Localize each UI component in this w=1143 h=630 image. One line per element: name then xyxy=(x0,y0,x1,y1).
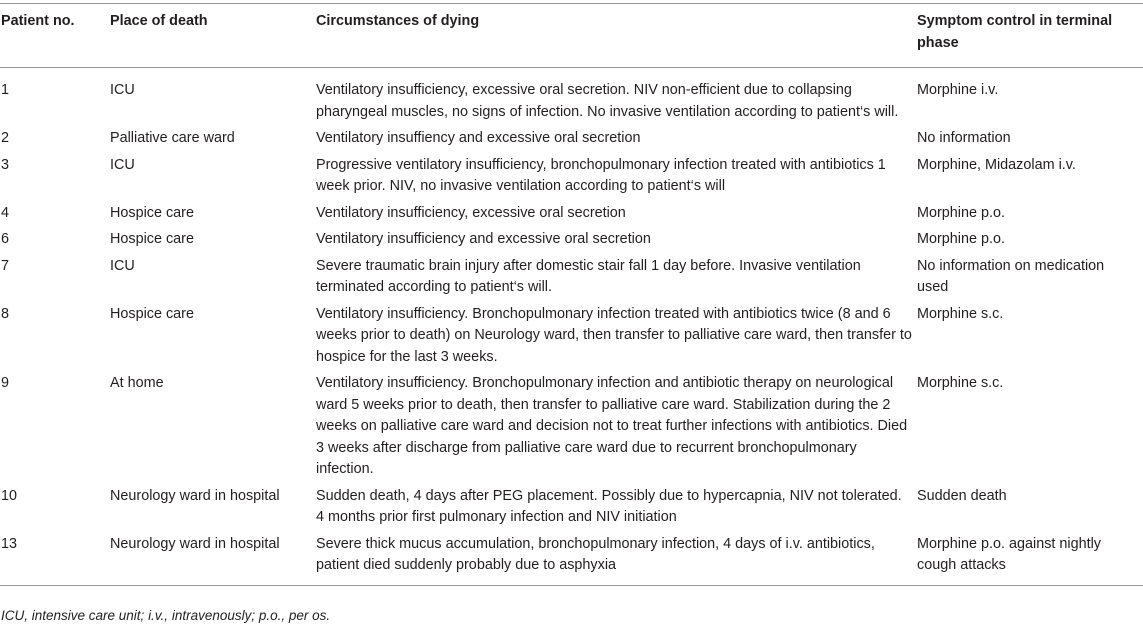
cell-place-of-death: Hospice care xyxy=(110,204,194,221)
cell-symptom-control: Morphine s.c. xyxy=(917,375,1004,391)
cell-circumstances: Ventilatory insuffiency and excessive oral secretion xyxy=(316,130,641,146)
header-symptom-control: Symptom control in terminal phase xyxy=(917,13,1113,51)
cell-patient-no: 1 xyxy=(1,82,10,98)
cell-patient-no: 2 xyxy=(1,130,10,146)
cell-place-of-death: At home xyxy=(110,375,164,391)
cell-patient-no: 8 xyxy=(1,305,10,322)
table-row xyxy=(0,481,1143,529)
cell-symptom-control: Morphine p.o. against nightly cough attacks xyxy=(917,535,1101,573)
cell-place-of-death: Neurology ward in hospital xyxy=(110,487,280,504)
cell-place-of-death: ICU xyxy=(110,156,135,173)
cell-symptom-control: Morphine s.c. xyxy=(917,305,1004,322)
cell-circumstances: Ventilatory insufficiency and excessive oral secretion xyxy=(316,231,651,247)
cell-patient-no: 10 xyxy=(1,487,18,504)
table-row xyxy=(0,123,1143,150)
table-footnote: ICU, intensive care unit; i.v., intravenously; p.o., per os. xyxy=(1,608,331,623)
table-row xyxy=(0,68,1143,124)
cell-symptom-control: No information on medication used xyxy=(917,257,1105,295)
table-row xyxy=(0,299,1143,369)
table-row xyxy=(0,224,1143,251)
cell-symptom-control: Morphine i.v. xyxy=(917,82,999,98)
cell-circumstances: Ventilatory insufficiency, excessive oral secretion xyxy=(316,204,626,221)
cell-patient-no: 9 xyxy=(1,375,10,391)
table-row xyxy=(0,529,1143,586)
header-patient-no: Patient no. xyxy=(1,13,75,29)
cell-circumstances: Ventilatory insufficiency. Bronchopulmonary infection and antibiotic therapy on neurological ward 5 weeks prior to death, then transfer to palliative care ward. Stabilization during the 2 weeks on palliative care ward and decision not to treat further infections with antibiotics. Died 3 weeks after discharge from palliative care ward due to recurrent bronchopulmonary infection. xyxy=(316,375,908,477)
cell-place-of-death: ICU xyxy=(110,82,135,98)
cell-patient-no: 7 xyxy=(1,257,10,274)
cell-symptom-control: Morphine p.o. xyxy=(917,204,1005,221)
table-row xyxy=(0,150,1143,198)
table-row xyxy=(0,368,1143,481)
cell-symptom-control: Sudden death xyxy=(917,487,1007,504)
cell-place-of-death: Palliative care ward xyxy=(110,130,235,146)
table-body xyxy=(0,68,1143,586)
cell-circumstances: Ventilatory insufficiency, excessive oral secretion. NIV non-efficient due to collapsing pharyngeal muscles, no signs of infection. No invasive ventilation according to patient‘s will. xyxy=(316,82,899,120)
cell-patient-no: 13 xyxy=(1,535,18,552)
table-header xyxy=(0,4,1143,68)
header-row xyxy=(0,4,1143,68)
cell-place-of-death: Hospice care xyxy=(110,305,194,322)
cell-place-of-death: Hospice care xyxy=(110,231,194,247)
table-row xyxy=(0,198,1143,225)
cell-patient-no: 6 xyxy=(1,231,10,247)
cell-circumstances: Progressive ventilatory insufficiency, bronchopulmonary infection treated with antibiotics 1 week prior. NIV, no invasive ventilation according to patient‘s will xyxy=(316,156,886,194)
header-place-of-death: Place of death xyxy=(110,13,208,29)
cell-circumstances: Severe traumatic brain injury after domestic stair fall 1 day before. Invasive ventilation terminated according to patient‘s will. xyxy=(316,257,861,295)
cell-circumstances: Ventilatory insufficiency. Bronchopulmonary infection treated with antibiotics twice (8 and 6 weeks prior to death) on Neurology ward, then transfer to palliative care ward, then transfer to hospice for the last 3 weeks. xyxy=(316,305,912,365)
cell-circumstances: Sudden death, 4 days after PEG placement. Possibly due to hypercapnia, NIV not tolerated. 4 months prior first pulmonary infection and NIV initiation xyxy=(316,487,902,525)
cell-circumstances: Severe thick mucus accumulation, bronchopulmonary infection, 4 days of i.v. antibiotics, patient died suddenly probably due to asphyxia xyxy=(316,535,875,573)
cell-symptom-control: No information xyxy=(917,130,1011,146)
patient-death-table xyxy=(0,3,1143,586)
cell-place-of-death: Neurology ward in hospital xyxy=(110,535,280,552)
cell-place-of-death: ICU xyxy=(110,257,135,274)
cell-symptom-control: Morphine p.o. xyxy=(917,231,1005,247)
cell-symptom-control: Morphine, Midazolam i.v. xyxy=(917,156,1076,173)
cell-patient-no: 4 xyxy=(1,204,10,221)
header-circumstances: Circumstances of dying xyxy=(316,13,480,29)
cell-patient-no: 3 xyxy=(1,156,10,173)
table-row xyxy=(0,251,1143,299)
